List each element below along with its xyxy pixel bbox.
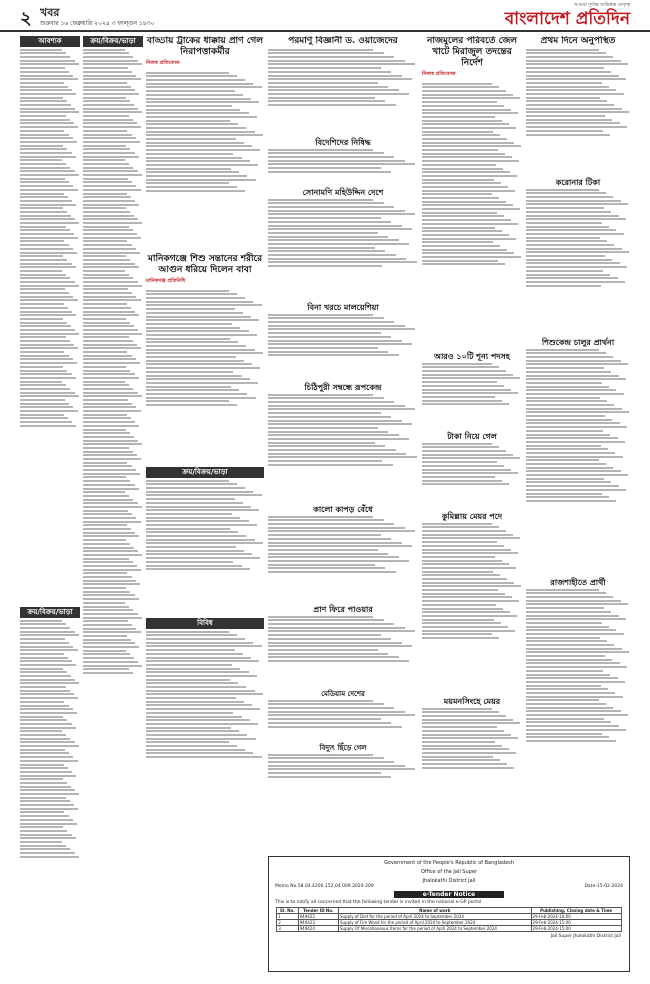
table-cell: 949423 — [298, 920, 338, 926]
story-body — [268, 698, 418, 743]
byline: নিজস্ব প্রতিবেদক — [146, 60, 180, 66]
tender-district: Jhalokathi District Jail — [422, 878, 476, 884]
story-body — [422, 361, 522, 431]
headline: আরও ১০টি শূন্য পদসহ — [434, 351, 510, 361]
page-number: ২ — [20, 8, 32, 29]
tender-memo-row — [269, 884, 629, 889]
story-body — [146, 288, 264, 463]
byline: মানিকগঞ্জ প্রতিনিধি — [146, 278, 185, 284]
table-cell: 949424 — [298, 926, 338, 932]
headline: চিঠিপুরী সম্বন্ধে রূপকেন্দ্র — [304, 382, 382, 392]
story-body — [268, 514, 418, 604]
story-body — [268, 614, 418, 689]
headline: রাজশাহীতে প্রার্থী — [550, 577, 606, 587]
table-cell: Supply Of Miscellaneous Items for the period of April 2024 to September 2024 — [338, 926, 531, 932]
story-body — [268, 312, 418, 382]
table-cell: Supply of Diet for the period of April 2024 to September 2024 — [338, 914, 531, 920]
classified-heading: আবশ্যক — [20, 36, 80, 47]
headline: কালো কাপড় বেঁধে — [313, 504, 373, 514]
story-body — [268, 147, 418, 187]
story-body — [526, 587, 630, 817]
headline: ময়মনসিংহে মেয়র — [443, 696, 501, 706]
headline: টাকা নিয়ে গেল — [447, 431, 497, 441]
tender-date: Date-15-02-2024 — [584, 884, 623, 889]
center-column — [268, 36, 418, 851]
table-cell: 29-Feb-2024-15:00 — [531, 920, 621, 926]
story-body — [422, 441, 522, 511]
tender-signatory: Jail Super Jhalokathi District Jail — [550, 934, 621, 939]
headline: বাড্ডায় ট্রাকের ধাক্কায় প্রাণ গেল নিরাপত্তাকর্মীর — [147, 36, 263, 57]
table-cell: 29-Feb-2024-10:00 — [531, 914, 621, 920]
classified-column-2 — [83, 36, 143, 966]
classified-text — [83, 47, 143, 965]
classified-heading: ক্রয়/বিক্রয়/ভাড়া — [20, 607, 80, 618]
story-body — [526, 347, 630, 577]
story-body — [526, 47, 630, 177]
tender-memo: Memo No.58.04.4200.152.04.009.2024-209 — [275, 884, 374, 889]
tender-office: Office of the Jail Super — [421, 869, 477, 875]
story-body — [526, 187, 630, 337]
classified-heading: বিবিধ — [146, 618, 264, 629]
story-column-right — [526, 36, 630, 851]
classified-text — [146, 478, 264, 618]
headline: বিদেশিদের নিষিদ্ধ — [315, 137, 371, 147]
table-row — [277, 926, 622, 932]
classified-text — [146, 629, 264, 819]
tender-title: e-Tender Notice — [394, 891, 504, 898]
table-cell: 949422 — [298, 914, 338, 920]
story-body — [422, 81, 522, 351]
classified-text — [20, 618, 80, 966]
story-body — [422, 706, 522, 801]
tender-intro: This is to notify all concerned that the following tender is invited in the national e-GP portal — [275, 900, 482, 905]
table-cell: Supply of Fire Wood for the period of April 2024 to September 2024 — [338, 920, 531, 926]
table-header: Name of work — [338, 908, 531, 914]
headline: বিনা খরচে মালয়েশিয়া — [307, 302, 379, 312]
issue-date: শুক্রবার ১৬ ফেব্রুয়ারি ২০২৪ ৩ ফাল্গুন ১৪৩০ — [40, 20, 155, 27]
table-cell: 2 — [277, 920, 298, 926]
classified-column-1 — [20, 36, 80, 966]
headline: করোনার টিকা — [555, 177, 601, 187]
tender-gov-line: Government of the People's Republic of Bangladesh — [384, 860, 514, 866]
logo-tagline: আমরা দুর্দান্ত অভিশ্বস্ত নেতৃত্ব — [574, 2, 630, 8]
story-body — [268, 47, 418, 137]
story-body — [268, 392, 418, 504]
story-body — [146, 70, 264, 250]
headline: সোনামণি মহিউদ্দিন দেশে — [302, 187, 384, 197]
tender-notice — [268, 856, 630, 972]
section-name: খবর — [40, 6, 60, 19]
story-body — [268, 197, 418, 302]
logo-name: বাংলাদেশ প্রতিদিন — [504, 9, 630, 29]
table-header: Tender ID No. — [298, 908, 338, 914]
table-header: Publishing, Closing date & Time — [531, 908, 621, 914]
headline: কুমিল্লায় মেয়র পদে — [441, 511, 503, 521]
tender-table — [276, 907, 622, 932]
classified-heading: ক্রয়/বিক্রয়/ভাড়া — [146, 467, 264, 478]
table-cell: 29-Feb-2024-15:00 — [531, 926, 621, 932]
headline: নাজমুলের পরিবর্তে জেল খাটে মিরাজুল তদন্তের নির্দেশ — [427, 36, 517, 68]
byline: নিজস্ব প্রতিবেদক — [422, 71, 456, 77]
masthead-logo — [505, 2, 630, 28]
headline: মানিকগঞ্জে শিশু সন্তানের শরীরে আগুন ধরিয়ে দিলেন বাবা — [147, 254, 263, 275]
headline: শিশুকেন্দ্র চালুর প্রার্থনা — [541, 337, 615, 347]
headline: মেডিয়াম দেশের — [321, 689, 365, 698]
classified-heading: ক্রয়/বিক্রয়/ভাড়া — [83, 36, 143, 47]
headline: বিদ্যুৎ ছিঁড়ে গেল — [319, 743, 367, 752]
story-column-nazmul — [422, 36, 522, 851]
page-header — [0, 0, 650, 32]
table-cell: 1 — [277, 914, 298, 920]
headline: পরমাণু বিজ্ঞানী ড. ওয়াজেদের — [288, 36, 398, 46]
headline: প্রাণ ফিরে পাওয়ার — [313, 604, 373, 614]
table-cell: 3 — [277, 926, 298, 932]
story-column — [146, 36, 264, 966]
classified-text — [20, 47, 80, 607]
headline: প্রথম দিনে অনুপস্থিত — [540, 36, 616, 46]
table-header: Sl. No. — [277, 908, 298, 914]
story-body — [422, 521, 522, 696]
story-body — [268, 752, 418, 792]
